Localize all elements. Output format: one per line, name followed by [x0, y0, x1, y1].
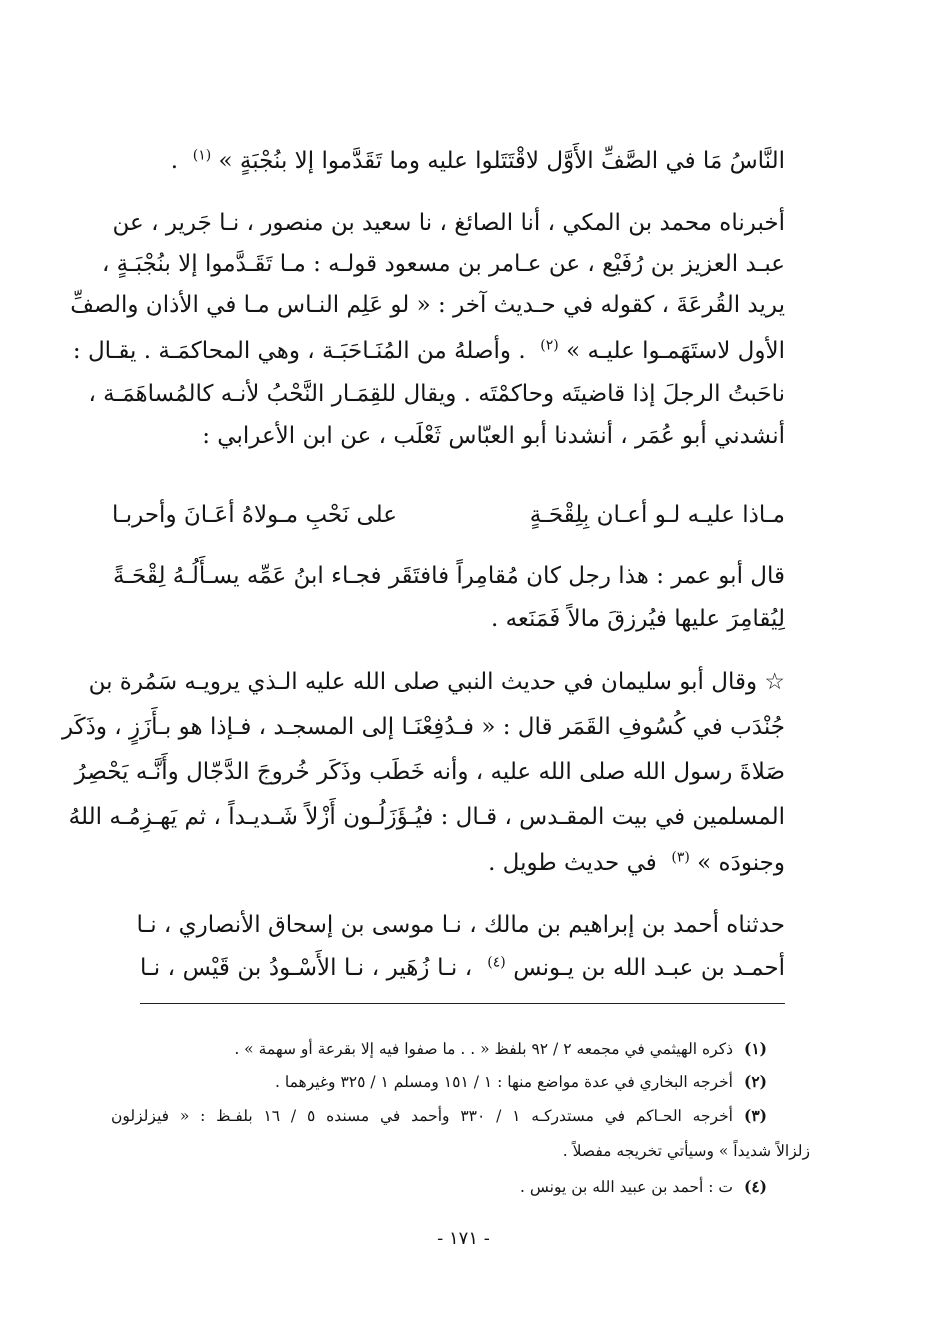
text-line: جُنْدَب في كُسُوفِ القَمَر قال : « فـدُفِعْنَـا إلى المسجـد ، فـإذا هو بـأَزَزٍ ، وذَكَر — [61, 714, 785, 740]
footnote: (٢)أخرجه البخاري في عدة مواضع منها : ١ / ١٥١ ومسلم ١ / ٣٢٥ وغيرهما . — [275, 1072, 767, 1091]
footnote: (٣)أخرجه الحـاكم في مستدركـه ١ / ٣٣٠ وأحمد في مسنده ٥ / ١٦ بلفـظ : « فيزلزلون — [111, 1106, 767, 1125]
text-line: النَّاسُ مَا في الصَّفِّ الأَوَّل لاقْتَتَلوا عليه وما تَقَدَّموا إلا بنُجْبَةٍ » $^{(١)}$ . — [170, 147, 785, 174]
footnote-continuation: زلزالاً شديداً » وسيأتي تخريجه مفصلاً . — [562, 1142, 810, 1160]
verse-first-hemistich: مـاذا عليـه لـو أعـان بِلِقْحَـةٍ — [529, 502, 785, 528]
text-line: حدثناه أحمد بن إبراهيم بن مالك ، نـا موسى بن إسحاق الأنصاري ، نـا — [136, 912, 785, 938]
footnote-marker: (٢) — [540, 337, 559, 354]
footnote: (٤)ت : أحمد بن عبيد الله بن يونس . — [520, 1177, 767, 1196]
text-line: يريد القُرعَةَ ، كقوله في حـديث آخر : « لو عَلِم النـاس مـا في الأذان والصفِّ — [70, 292, 785, 318]
text-line: قال أبو عمر : هذا رجل كان مُقامِراً فافتَقَر فجـاء ابنُ عَمِّه يسـأَلُـهُ لِقْحَـةً — [112, 563, 785, 589]
text-line: المسلمين في بيت المقـدس ، قـال : فيُـؤَزَلُـون أَزْلاً شَـديـداً ، ثم يَهـزِمُـه اللهُ — [68, 804, 785, 830]
footnote-marker: (٣) — [671, 849, 690, 866]
footnote: (١)ذكره الهيثمي في مجمعه ٢ / ٩٢ بلفظ « . . ما صفوا فيه إلا بقرعة أو سهمة » . — [234, 1039, 767, 1058]
text-line: ☆ وقال أبو سليمان في حديث النبي صلى الله عليه الـذي يرويـه سَمُرة بن — [88, 669, 785, 695]
text-line: أخبرناه محمد بن المكي ، أنا الصائغ ، نا سعيد بن منصور ، نـا جَرير ، عن — [112, 210, 785, 236]
text-line: الأول لاستَهَمـوا عليـه » $^{(٢)}$ . وأصلهُ من المُنَـاحَبَـة ، وهي المحاكمَـة . يقـال : — [72, 337, 785, 364]
footnote-number: (١) — [743, 1039, 767, 1058]
footnote-separator — [140, 1003, 785, 1004]
text-line: أحمـد بن عبـد الله بن يـونس $^{(٤)}$ ، نـا زُهَير ، نـا الأَسْـودُ بن قَيْس ، نـا — [140, 954, 786, 981]
verse-second-hemistich: على نَحْبِ مـولاهُ أعَـانَ وأحربـا — [112, 502, 397, 528]
text-line: وجنودَه » $^{(٣)}$ في حديث طويل . — [488, 849, 785, 876]
page-number: - ١٧١ - — [437, 1228, 490, 1249]
text-line: ناحَبتُ الرجلَ إذا قاضيتَه وحاكمْتَه . ويقال للقِمَـار النَّحْبُ لأنـه كالمُساهَمَـة ، — [88, 381, 785, 407]
footnote-marker: (٤) — [487, 954, 506, 971]
text-line: عبـد العزيز بن رُفَيْع ، عن عـامر بن مسعود قولـه : مـا تَقَـدَّموا إلا بنُجْبَـةٍ ، — [101, 251, 785, 277]
footnote-number: (٤) — [743, 1177, 767, 1196]
footnote-marker: (١) — [192, 147, 212, 164]
text-line: صَلاةَ رسول الله صلى الله عليه ، وأنه خَطَب وذَكَر خُروجَ الدَّجّال وأَنَّـه يَحْصِرُ — [74, 759, 785, 785]
text-line: لِيُقامِرَ عليها فيُرزقَ مالاً فَمَنَعه . — [490, 606, 785, 632]
footnote-number: (٢) — [743, 1072, 767, 1091]
text-line: أنشدني أبو عُمَر ، أنشدنا أبو العبّاس ثَعْلَب ، عن ابن الأعرابي : — [202, 423, 785, 449]
footnote-number: (٣) — [743, 1106, 767, 1125]
